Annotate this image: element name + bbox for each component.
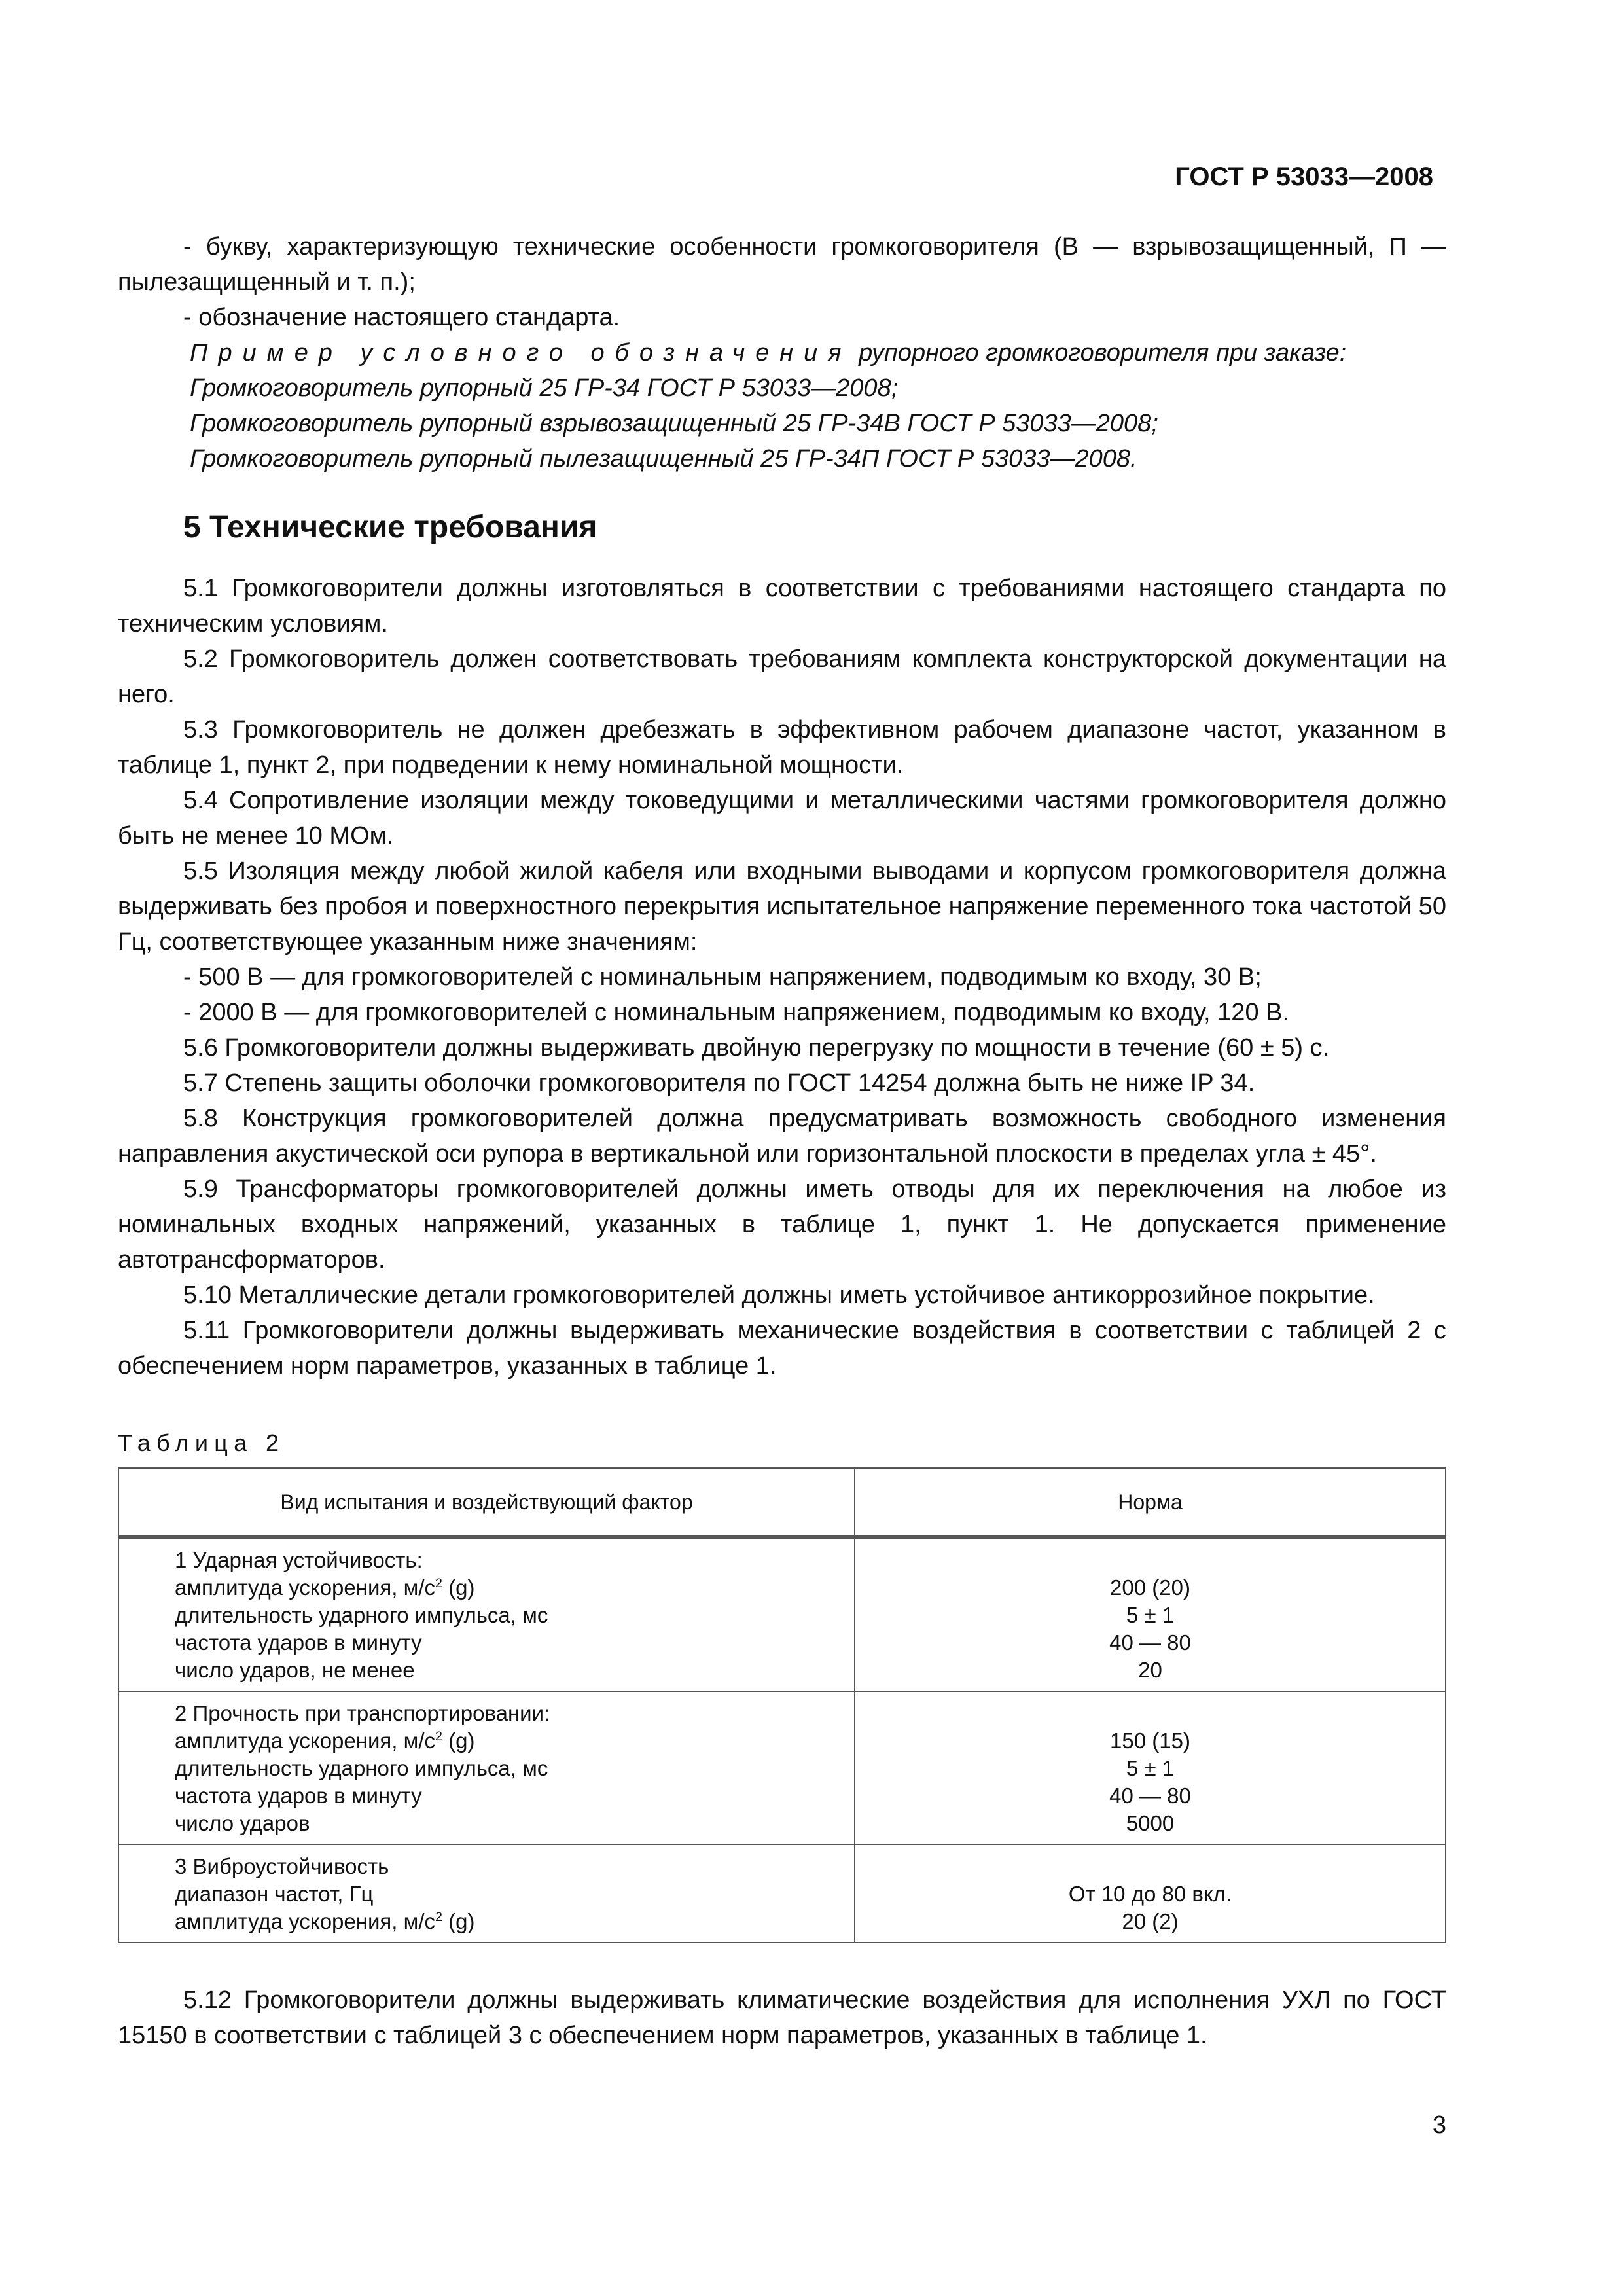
norm-value: 150 (15) xyxy=(1110,1729,1190,1753)
example-rest: рупорного громкоговорителя при заказе: xyxy=(851,339,1347,367)
example-line: Громкоговоритель рупорный взрывозащищенный 25 ГР-34В ГОСТ Р 53033—2008; xyxy=(190,410,1158,437)
factor-line: частота ударов в минуту xyxy=(175,1630,422,1655)
factor-line: длительность ударного импульса, мс xyxy=(175,1756,548,1780)
column-header: Норма xyxy=(855,1468,1446,1537)
blank-line xyxy=(868,1700,1432,1727)
superscript: 2 xyxy=(435,1576,442,1590)
norm-value: 40 — 80 xyxy=(1109,1784,1191,1808)
factor-line xyxy=(175,1727,841,1755)
norm-cell xyxy=(855,1691,1446,1844)
page-body xyxy=(118,229,1446,2053)
clause-5-7: 5.7 Степень защиты оболочки громкоговорителя по ГОСТ 14254 должна быть не ниже IP 34. xyxy=(183,1069,1255,1097)
factor-text: амплитуда ускорения, м/с xyxy=(175,1575,435,1600)
clause-5-12: 5.12 Громкоговорители должны выдерживать климатические воздействия для исполнения УХЛ по ГОСТ 15150 в соответствии с таблицей 3 с обеспечением норм параметров, указанных в таблице 1. xyxy=(118,1986,1446,2049)
column-header: Вид испытания и воздействующий фактор xyxy=(118,1468,855,1537)
clause-5-5-item: - 500 В — для громкоговорителей с номинальным напряжением, подводимым ко входу, 30 В; xyxy=(183,963,1262,991)
example-line: Громкоговоритель рупорный 25 ГР-34 ГОСТ Р 53033—2008; xyxy=(190,374,899,402)
factor-text: амплитуда ускорения, м/с xyxy=(175,1909,435,1933)
unit-text: (g) xyxy=(442,1729,475,1753)
blank-line xyxy=(868,1547,1432,1574)
factor-cell xyxy=(118,1844,855,1943)
factor-text: амплитуда ускорения, м/с xyxy=(175,1729,435,1753)
factor-cell xyxy=(118,1537,855,1692)
superscript: 2 xyxy=(435,1729,442,1744)
norm-value: 5 ± 1 xyxy=(1126,1756,1175,1780)
list-item: - букву, характеризующую технические особенности громкоговорителя (В — взрывозащищенный, П — пылезащищенный и т. п.); xyxy=(118,233,1446,296)
example-lead: Пример условного обозначения xyxy=(190,339,852,367)
page-number: 3 xyxy=(1432,2111,1446,2139)
clause-5-10: 5.10 Металлические детали громкоговорителей должны иметь устойчивое антикоррозийное покрытие. xyxy=(183,1282,1375,1309)
norm-value: 5 ± 1 xyxy=(1126,1603,1175,1627)
example-line xyxy=(118,335,1446,370)
factor-line: частота ударов в минуту xyxy=(175,1784,422,1808)
clause-5-8: 5.8 Конструкция громкоговорителей должна предусматривать возможность свободного изменения направления акустической оси рупора в вертикальной или горизонтальной плоскости в пределах угла ± 45°. xyxy=(118,1105,1446,1168)
row-title: 2 Прочность при транспортировании: xyxy=(175,1701,550,1725)
clause-5-6: 5.6 Громкоговорители должны выдерживать двойную перегрузку по мощности в течение (60 ± 5) с. xyxy=(183,1034,1330,1062)
list-item: - обозначение настоящего стандарта. xyxy=(183,304,620,331)
factor-line: диапазон частот, Гц xyxy=(175,1882,374,1906)
table-caption: Таблица 2 xyxy=(118,1429,285,1456)
table-row xyxy=(118,1844,1446,1943)
norm-value: 40 — 80 xyxy=(1109,1630,1191,1655)
factor-cell xyxy=(118,1691,855,1844)
clause-5-9: 5.9 Трансформаторы громкоговорителей должны иметь отводы для их переключения на любое из номинальных входных напряжений, указанных в таблице 1, пункт 1. Не допускается применение автотрансформаторов. xyxy=(118,1175,1446,1274)
factor-line: число ударов, не менее xyxy=(175,1658,415,1682)
superscript: 2 xyxy=(435,1910,442,1924)
clause-5-3: 5.3 Громкоговоритель не должен дребезжать в эффективном рабочем диапазоне частот, указанном в таблице 1, пункт 2, при подведении к нему номинальной мощности. xyxy=(118,716,1446,779)
clause-5-2: 5.2 Громкоговоритель должен соответствовать требованиям комплекта конструкторской документации на него. xyxy=(118,645,1446,708)
standard-header: ГОСТ Р 53033—2008 xyxy=(1175,162,1433,191)
norm-value: 20 (2) xyxy=(1122,1909,1179,1933)
row-title: 1 Ударная устойчивость: xyxy=(175,1548,423,1572)
table-row xyxy=(118,1537,1446,1692)
unit-text: (g) xyxy=(442,1909,475,1933)
row-title: 3 Виброустойчивость xyxy=(175,1854,389,1878)
blank-line xyxy=(868,1853,1432,1880)
clause-5-5-item: - 2000 В — для громкоговорителей с номинальным напряжением, подводимым ко входу, 120 В. xyxy=(183,999,1290,1026)
section-title: 5 Технические требования xyxy=(183,510,597,545)
table-2 xyxy=(118,1467,1446,1943)
clause-5-4: 5.4 Сопротивление изоляции между токоведущими и металлическими частями громкоговорителя должно быть не менее 10 МОм. xyxy=(118,787,1446,850)
norm-value: 5000 xyxy=(1126,1811,1175,1835)
norm-value: От 10 до 80 вкл. xyxy=(1068,1882,1232,1906)
norm-value: 200 (20) xyxy=(1110,1575,1190,1600)
factor-line: длительность ударного импульса, мс xyxy=(175,1603,548,1627)
example-line: Громкоговоритель рупорный пылезащищенный 25 ГР-34П ГОСТ Р 53033—2008. xyxy=(190,445,1137,473)
factor-line xyxy=(175,1908,841,1935)
norm-value: 20 xyxy=(1138,1658,1162,1682)
clause-5-1: 5.1 Громкоговорители должны изготовляться в соответствии с требованиями настоящего стандарта по техническим условиям. xyxy=(118,575,1446,637)
clause-5-5: 5.5 Изоляция между любой жилой кабеля или входными выводами и корпусом громкоговорителя должна выдерживать без пробоя и поверхностного перекрытия испытательное напряжение переменного тока частотой 50 Гц, соответствующее указанным ниже значениям: xyxy=(118,857,1446,956)
factor-line xyxy=(175,1574,841,1602)
norm-cell xyxy=(855,1844,1446,1943)
clause-5-11: 5.11 Громкоговорители должны выдерживать механические воздействия в соответствии с таблицей 2 с обеспечением норм параметров, указанных в таблице 1. xyxy=(118,1317,1446,1380)
factor-line: число ударов xyxy=(175,1811,310,1835)
norm-cell xyxy=(855,1537,1446,1692)
table-header-row xyxy=(118,1468,1446,1537)
unit-text: (g) xyxy=(442,1575,475,1600)
table-row xyxy=(118,1691,1446,1844)
